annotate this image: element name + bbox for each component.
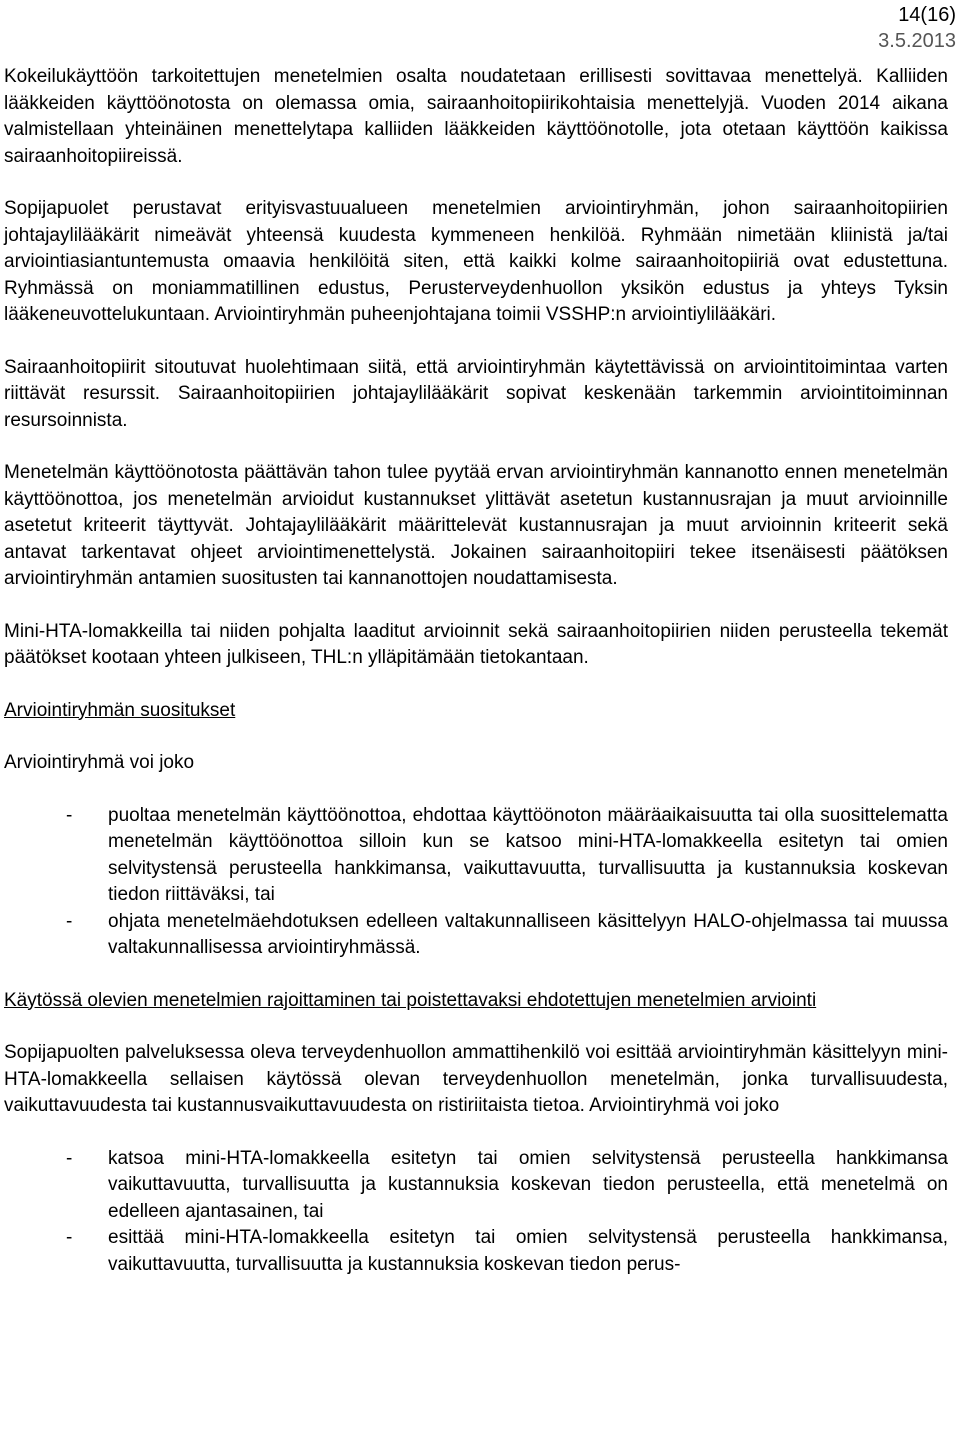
document-body	[4, 64, 948, 1304]
recommendations-list	[4, 803, 948, 962]
page-header	[878, 2, 956, 54]
list-dash: -	[66, 804, 73, 826]
section-intro: Arviointiryhmä voi joko	[4, 752, 195, 773]
list-item	[4, 803, 948, 909]
paragraph: Mini-HTA-lomakkeilla tai niiden pohjalta laaditut arvioinnit sekä sairaanhoitopiirien niiden perusteella tekemät päätökset kootaan yhteen julkiseen, THL:n ylläpitämään tietokantaan.	[4, 620, 948, 668]
section-heading-recommendations: Arviointiryhmän suositukset	[4, 699, 236, 721]
list-dash: -	[66, 1147, 73, 1169]
paragraph: Menetelmän käyttöönotosta päättävän tahon tulee pyytää ervan arviointiryhmän kannanotto ennen menetelmän käyttöönottoa, jos menetelmän arvioidut kustannukset ylittävät asetetun kustannusrajan ja muut arvioinnille asetetut kriteerit täyttyvät. Johtajaylilääkärit määrittelevät kustannusrajan ja muut arvioinnin kriteerit sekä antavat tarkentavat ohjeet arviointimenettelystä. Jokainen sairaanhoitopiiri tekee itsenäisesti päätöksen arviointiryhmän antamien suositusten tai kannanottojen noudattamisesta.	[4, 462, 948, 589]
list-dash: -	[66, 910, 73, 932]
section-heading-restriction: Käytössä olevien menetelmien rajoittaminen tai poistettavaksi ehdotettujen menetelmien arviointi	[4, 989, 817, 1011]
paragraph: Kokeilukäyttöön tarkoitettujen menetelmien osalta noudatetaan erillisesti sovittavaa menettelyä. Kalliiden lääkkeiden käyttöönotosta on olemassa omia, sairaanhoitopiirikohtaisia menettelyjä. Vuoden 2014 aikana valmistellaan yhteinäinen menettelytapa kalliiden lääkkeiden käyttöönotolle, jota otetaan käyttöön kaikissa sairaanhoitopiireissä.	[4, 66, 948, 167]
paragraph: Sopijapuolet perustavat erityisvastuualueen menetelmien arviointiryhmän, johon sairaanhoitopiirien johtajaylilääkärit nimeävät yhteensä kuudesta kymmeneen henkilöä. Ryhmään nimetään kliinistä ja/tai arviointiasiantuntemusta omaavia henkilöitä siten, että kaikki kolme sairaanhoitopiiriä ovat edustettuna. Ryhmässä on moniammatillinen edustus, Perusterveydenhuollon yksikön edustus ja yhteys Tyksin lääkeneuvottelukuntaan. Arviointiryhmän puheenjohtajana toimii VSSHP:n arviointiylilääkäri.	[4, 198, 948, 325]
list-item-text: puoltaa menetelmän käyttöönottoa, ehdottaa käyttöönoton määräaikaisuutta tai olla suosittelematta menetelmän käyttöönottoa silloin kun se katsoo mini-HTA-lomakkeella esitetyn tai omien selvitystensä perusteella hankkimansa, vaikuttavuutta, turvallisuutta ja kustannuksia koskevan tiedon riittäväksi, tai	[108, 804, 948, 905]
list-item	[4, 1225, 948, 1278]
list-item	[4, 909, 948, 962]
document-date: 3.5.2013	[878, 30, 956, 52]
list-item-text: ohjata menetelmäehdotuksen edelleen valtakunnalliseen käsittelyyn HALO-ohjelmassa tai muussa valtakunnallisessa arviointiryhmässä.	[108, 910, 948, 958]
list-dash: -	[66, 1227, 73, 1248]
paragraph: Sairaanhoitopiirit sitoutuvat huolehtimaan siitä, että arviointiryhmän käytettävissä on arviointitoimintaa varten riittävät resurssit. Sairaanhoitopiirien johtajaylilääkärit sopivat keskenään tarkemmin arviointitoiminnan resursoinnista.	[4, 356, 948, 431]
page-number: 14(16)	[898, 4, 956, 26]
list-item	[4, 1146, 948, 1226]
section-intro: Sopijapuolten palveluksessa oleva terveydenhuollon ammattihenkilö voi esittää arviointiryhmän käsittelyyn mini-HTA-lomakkeella sellaisen käytössä olevan terveydenhuollon menetelmän, jonka turvallisuudesta, vaikuttavuudesta tai kustannusvaikuttavuudesta on ristiriitaista tietoa. Arviointiryhmä voi joko	[4, 1042, 948, 1116]
restriction-list	[4, 1146, 948, 1279]
list-item-text: esittää mini-HTA-lomakkeella esitetyn tai omien selvitystensä perusteella hankkimansa, vaikuttavuutta, turvallisuutta ja kustannuksia koskevan tiedon perus-	[108, 1227, 948, 1275]
list-item-text: katsoa mini-HTA-lomakkeella esitetyn tai omien selvitystensä perusteella hankkimansa vaikuttavuutta, turvallisuutta ja kustannuksia koskevan tiedon perusteella, että menetelmä on edelleen ajantasainen, tai	[108, 1147, 948, 1222]
